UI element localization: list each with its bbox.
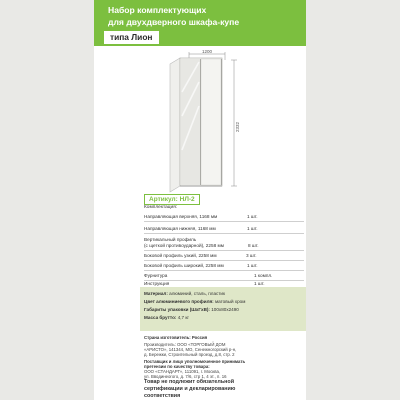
spec-label: Цвет алюминиевого профиля:	[144, 299, 214, 304]
importer-line-2: ул. Вводинеогого, д. 7/6, стр 1, 4 эт., п. 16	[144, 374, 227, 379]
kit-item-qty: 1 шт.	[247, 263, 258, 268]
separator	[144, 221, 304, 222]
producer-line-1: Производитель: ООО «ТОРГОВЫЙ ДОМ	[144, 342, 226, 347]
certification-note-2: сертификации и декларированию	[144, 386, 236, 392]
wardrobe-diagram	[94, 46, 306, 194]
kit-item-qty: 1 шт.	[254, 281, 265, 286]
kit-item-qty: 8 шт.	[248, 243, 259, 248]
importer-heading-2: претензии по качеству товара:	[144, 364, 210, 369]
title-line-2: для двухдверного шкафа-купе	[108, 17, 240, 27]
width-label: 1200	[202, 49, 213, 54]
spec-label: Масса брутто:	[144, 315, 177, 320]
spec-weight	[144, 315, 189, 321]
separator	[144, 270, 304, 271]
spec-value: 100х80х2490	[211, 307, 239, 312]
separator	[144, 250, 304, 251]
spec-value: алюминий, сталь, пластик	[169, 291, 225, 296]
kit-item-name: Направляющая верхняя, 1168 мм	[144, 214, 218, 219]
kit-item-qty: 1 компл.	[254, 273, 273, 278]
article-box: Артикул: НЛ-2	[144, 194, 200, 205]
kit-item-name: Боковой профиль широкий, 2258 мм	[144, 263, 224, 268]
kit-item-name: Направляющая нижняя, 1168 мм	[144, 226, 216, 231]
kit-item-qty: 1 шт.	[247, 214, 258, 219]
title-line-1: Набор комплектующих	[108, 5, 207, 15]
kit-item-name: Вертикальный профиль	[144, 237, 197, 242]
product-card	[94, 0, 306, 400]
producer-line-2: «АРИСТО», 141344, МО, Сенежногорский р-н,	[144, 347, 237, 352]
wardrobe-drawing	[94, 46, 306, 194]
kit-item-qty: 3 шт.	[246, 253, 257, 258]
wardrobe-side-panel	[170, 58, 180, 192]
certification-note-1: Товар не подлежит обязательной	[144, 379, 235, 385]
spec-value: матовый хром	[215, 299, 246, 304]
kit-item-qty: 1 шт.	[247, 226, 258, 231]
spec-color	[144, 299, 245, 305]
kit-item-name-line-2: (с щеткой противоударной), 2258 мм	[144, 243, 224, 248]
importer-heading-1: Поставщик и лицо уполномоченное принимать	[144, 359, 246, 364]
right-door	[201, 59, 221, 185]
specs-box	[140, 287, 306, 331]
title-box: типа Лион	[104, 31, 159, 44]
separator	[144, 260, 304, 261]
card-header	[94, 0, 306, 46]
kit-item	[144, 237, 294, 249]
spec-value: 4,7 кг	[177, 315, 190, 320]
kit-item-name: Боковой профиль узкий, 2258 мм	[144, 253, 217, 258]
kit-item-name: Фурнитура	[144, 273, 168, 278]
left-background-strip	[0, 0, 94, 400]
spec-label: Габариты упаковки (ШхГхВ):	[144, 307, 210, 312]
separator	[144, 233, 304, 234]
right-background-strip	[306, 0, 400, 400]
country-of-origin: Страна изготовитель: Россия	[144, 335, 208, 340]
certification-note-3: соответствия	[144, 393, 181, 399]
producer-line-3: д. Бережки, Строительный проезд, д.8, стр. 2	[144, 352, 235, 357]
spec-material	[144, 291, 225, 297]
importer-line-1: ООО «СТАНДАРТ», 111091, г. Москва,	[144, 369, 221, 374]
kit-item-name: Инструкция	[144, 281, 170, 286]
kit-heading: Комплектация:	[144, 205, 178, 210]
spec-label: Материал:	[144, 291, 168, 296]
height-label: 2332	[235, 121, 240, 132]
spec-dimensions	[144, 307, 239, 313]
